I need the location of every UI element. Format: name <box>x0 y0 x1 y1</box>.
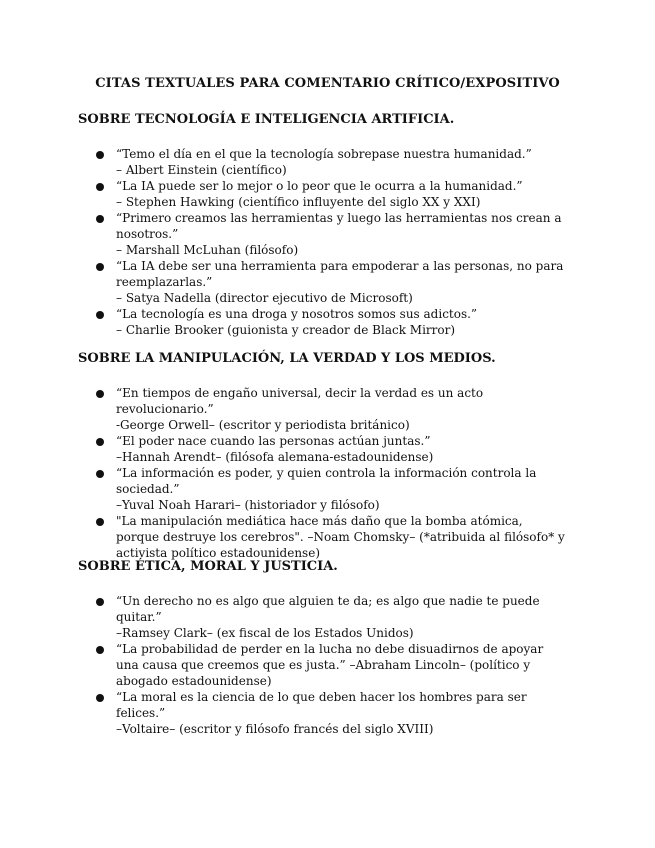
quote-item <box>96 178 566 210</box>
quote-list-ethics <box>96 593 566 737</box>
quote-item <box>96 146 566 178</box>
quote-text: “Un derecho no es algo que alguien te da; es algo que nadie te puede quitar.” <box>116 594 540 624</box>
quote-text: “Primero creamos las herramientas y luego las herramientas nos crean a nosotros.” <box>116 211 562 241</box>
quote-text: “Temo el día en el que la tecnología sobrepase nuestra humanidad.” <box>116 147 532 161</box>
bullet-icon <box>96 694 104 702</box>
bullet-icon <box>96 151 104 159</box>
bullet-icon <box>96 390 104 398</box>
quote-text: “El poder nace cuando las personas actúan juntas.” <box>116 434 431 448</box>
quote-text: “La tecnología es una droga y nosotros somos sus adictos.” <box>116 307 478 321</box>
bullet-icon <box>96 311 104 319</box>
quote-author: –Hannah Arendt– (filósofa alemana-estadounidense) <box>116 450 434 464</box>
quote-text: "La manipulación mediática hace más daño que la bomba atómica, porque destruye los cerebros". –Noam Chomsky– (*atribuida al filósofo* y activista político estadounidense) <box>116 514 565 560</box>
quote-item <box>96 465 566 513</box>
quote-author: – Charlie Brooker (guionista y creador de Black Mirror) <box>116 323 456 337</box>
quote-author: –Voltaire– (escritor y filósofo francés del siglo XVIII) <box>116 722 434 736</box>
quote-item <box>96 258 566 306</box>
quote-item <box>96 385 566 433</box>
quote-author: –Ramsey Clark– (ex fiscal de los Estados Unidos) <box>116 626 414 640</box>
bullet-icon <box>96 646 104 654</box>
bullet-icon <box>96 438 104 446</box>
document-title: CITAS TEXTUALES PARA COMENTARIO CRÍTICO/EXPOSITIVO <box>95 76 560 91</box>
quote-text: “En tiempos de engaño universal, decir la verdad es un acto revolucionario.” <box>116 386 484 416</box>
quote-item <box>96 689 566 737</box>
bullet-icon <box>96 470 104 478</box>
section-heading-ethics: SOBRE ÉTICA, MORAL Y JUSTICIA. <box>78 559 338 574</box>
quote-author: –Yuval Noah Harari– (historiador y filósofo) <box>116 498 380 512</box>
quote-item <box>96 306 566 338</box>
section-heading-media: SOBRE LA MANIPULACIÓN, LA VERDAD Y LOS MEDIOS. <box>78 351 496 366</box>
quote-item <box>96 210 566 258</box>
quote-item <box>96 593 566 641</box>
bullet-icon <box>96 598 104 606</box>
quote-author: – Stephen Hawking (científico influyente del siglo XX y XXI) <box>116 195 481 209</box>
quote-list-technology <box>96 146 566 338</box>
quote-item <box>96 641 566 689</box>
quote-text: “La IA puede ser lo mejor o lo peor que le ocurra a la humanidad.” <box>116 179 523 193</box>
quote-list-media <box>96 385 566 561</box>
quote-item <box>96 433 566 465</box>
quote-text: “La información es poder, y quien controla la información controla la sociedad.” <box>116 466 537 496</box>
bullet-icon <box>96 263 104 271</box>
quote-author: – Albert Einstein (científico) <box>116 163 287 177</box>
quote-author: -George Orwell– (escritor y periodista británico) <box>116 418 410 432</box>
quote-item <box>96 513 566 561</box>
quote-text: “La IA debe ser una herramienta para empoderar a las personas, no para reemplazarlas.” <box>116 259 564 289</box>
quote-author: – Satya Nadella (director ejecutivo de Microsoft) <box>116 291 413 305</box>
bullet-icon <box>96 518 104 526</box>
section-heading-technology: SOBRE TECNOLOGÍA E INTELIGENCIA ARTIFICIA. <box>78 112 455 127</box>
bullet-icon <box>96 215 104 223</box>
quote-text: “La probabilidad de perder en la lucha no debe disuadirnos de apoyar una causa que creemos que es justa.” –Abraham Lincoln– (político y abogado estadounidense) <box>116 642 544 688</box>
bullet-icon <box>96 183 104 191</box>
quote-author: – Marshall McLuhan (filósofo) <box>116 243 299 257</box>
quote-text: “La moral es la ciencia de lo que deben hacer los hombres para ser felices.” <box>116 690 527 720</box>
